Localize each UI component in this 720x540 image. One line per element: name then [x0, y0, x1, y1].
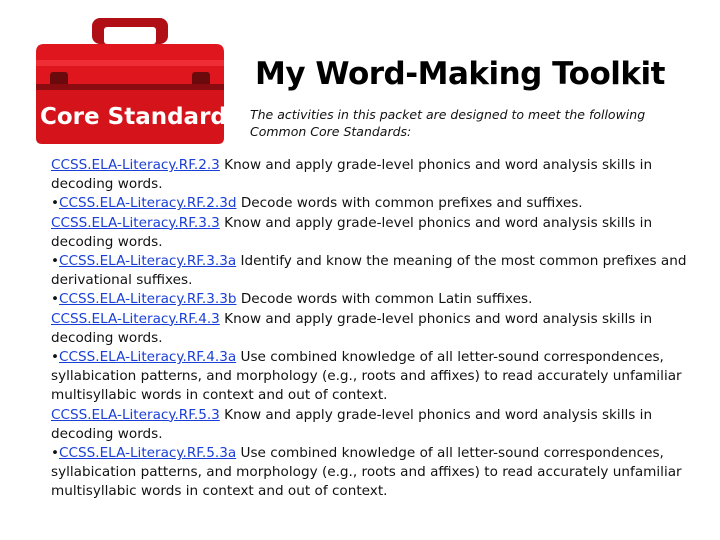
bullet: • — [51, 349, 60, 366]
bullet: • — [51, 253, 60, 270]
standard-description: Know and apply grade-level phonics and word analysis skills in decoding words. — [51, 310, 653, 346]
standard-item — [51, 406, 706, 444]
toolbox-label: Core Standards — [40, 104, 241, 130]
standard-link[interactable]: CCSS.ELA-Literacy.RF.4.3 — [51, 310, 220, 327]
standard-item — [51, 194, 706, 213]
standard-item — [51, 348, 706, 406]
intro-text: The activities in this packet are designed to meet the following Common Core Standards: — [250, 107, 646, 139]
standard-link[interactable]: CCSS.ELA-Literacy.RF.3.3b — [59, 291, 237, 308]
standard-link[interactable]: CCSS.ELA-Literacy.RF.4.3a — [59, 349, 237, 366]
standard-description: Identify and know the meaning of the most common prefixes and derivational suffixes. — [51, 253, 687, 289]
standard-link[interactable]: CCSS.ELA-Literacy.RF.3.3 — [51, 214, 220, 231]
standard-link[interactable]: CCSS.ELA-Literacy.RF.3.3a — [59, 253, 237, 270]
standard-link[interactable]: CCSS.ELA-Literacy.RF.2.3 — [51, 157, 220, 173]
standard-item — [51, 444, 706, 502]
standard-item — [51, 290, 706, 309]
page-title: My Word-Making Toolkit — [255, 56, 665, 92]
bullet: • — [51, 445, 60, 462]
bullet: • — [51, 195, 60, 212]
bullet: • — [51, 291, 60, 308]
standard-description: Know and apply grade-level phonics and word analysis skills in decoding words. — [51, 214, 653, 250]
standard-item — [51, 214, 706, 252]
standard-description: Know and apply grade-level phonics and word analysis skills in decoding words. — [51, 406, 653, 442]
standard-description: Use combined knowledge of all letter-sound correspondences, syllabication patterns, and morphology (e.g., roots and affixes) to read accurately unfamiliar multisyllabic words in context and out of context. — [51, 445, 682, 500]
standard-item — [51, 252, 706, 290]
standard-item — [51, 310, 706, 348]
standard-description: Decode words with common prefixes and suffixes. — [236, 195, 583, 212]
standard-link[interactable]: CCSS.ELA-Literacy.RF.2.3d — [59, 195, 237, 212]
standard-link[interactable]: CCSS.ELA-Literacy.RF.5.3 — [51, 406, 220, 423]
standard-description: Know and apply grade-level phonics and word analysis skills in decoding words. — [51, 157, 653, 193]
standard-item — [51, 156, 706, 194]
standards-list — [51, 156, 706, 502]
standard-description: Decode words with common Latin suffixes. — [236, 291, 533, 308]
standard-link[interactable]: CCSS.ELA-Literacy.RF.5.3a — [59, 445, 237, 462]
standard-description: Use combined knowledge of all letter-sound correspondences, syllabication patterns, and morphology (e.g., roots and affixes) to read accurately unfamiliar multisyllabic words in context and out of context. — [51, 349, 682, 404]
toolbox-graphic — [30, 14, 241, 146]
